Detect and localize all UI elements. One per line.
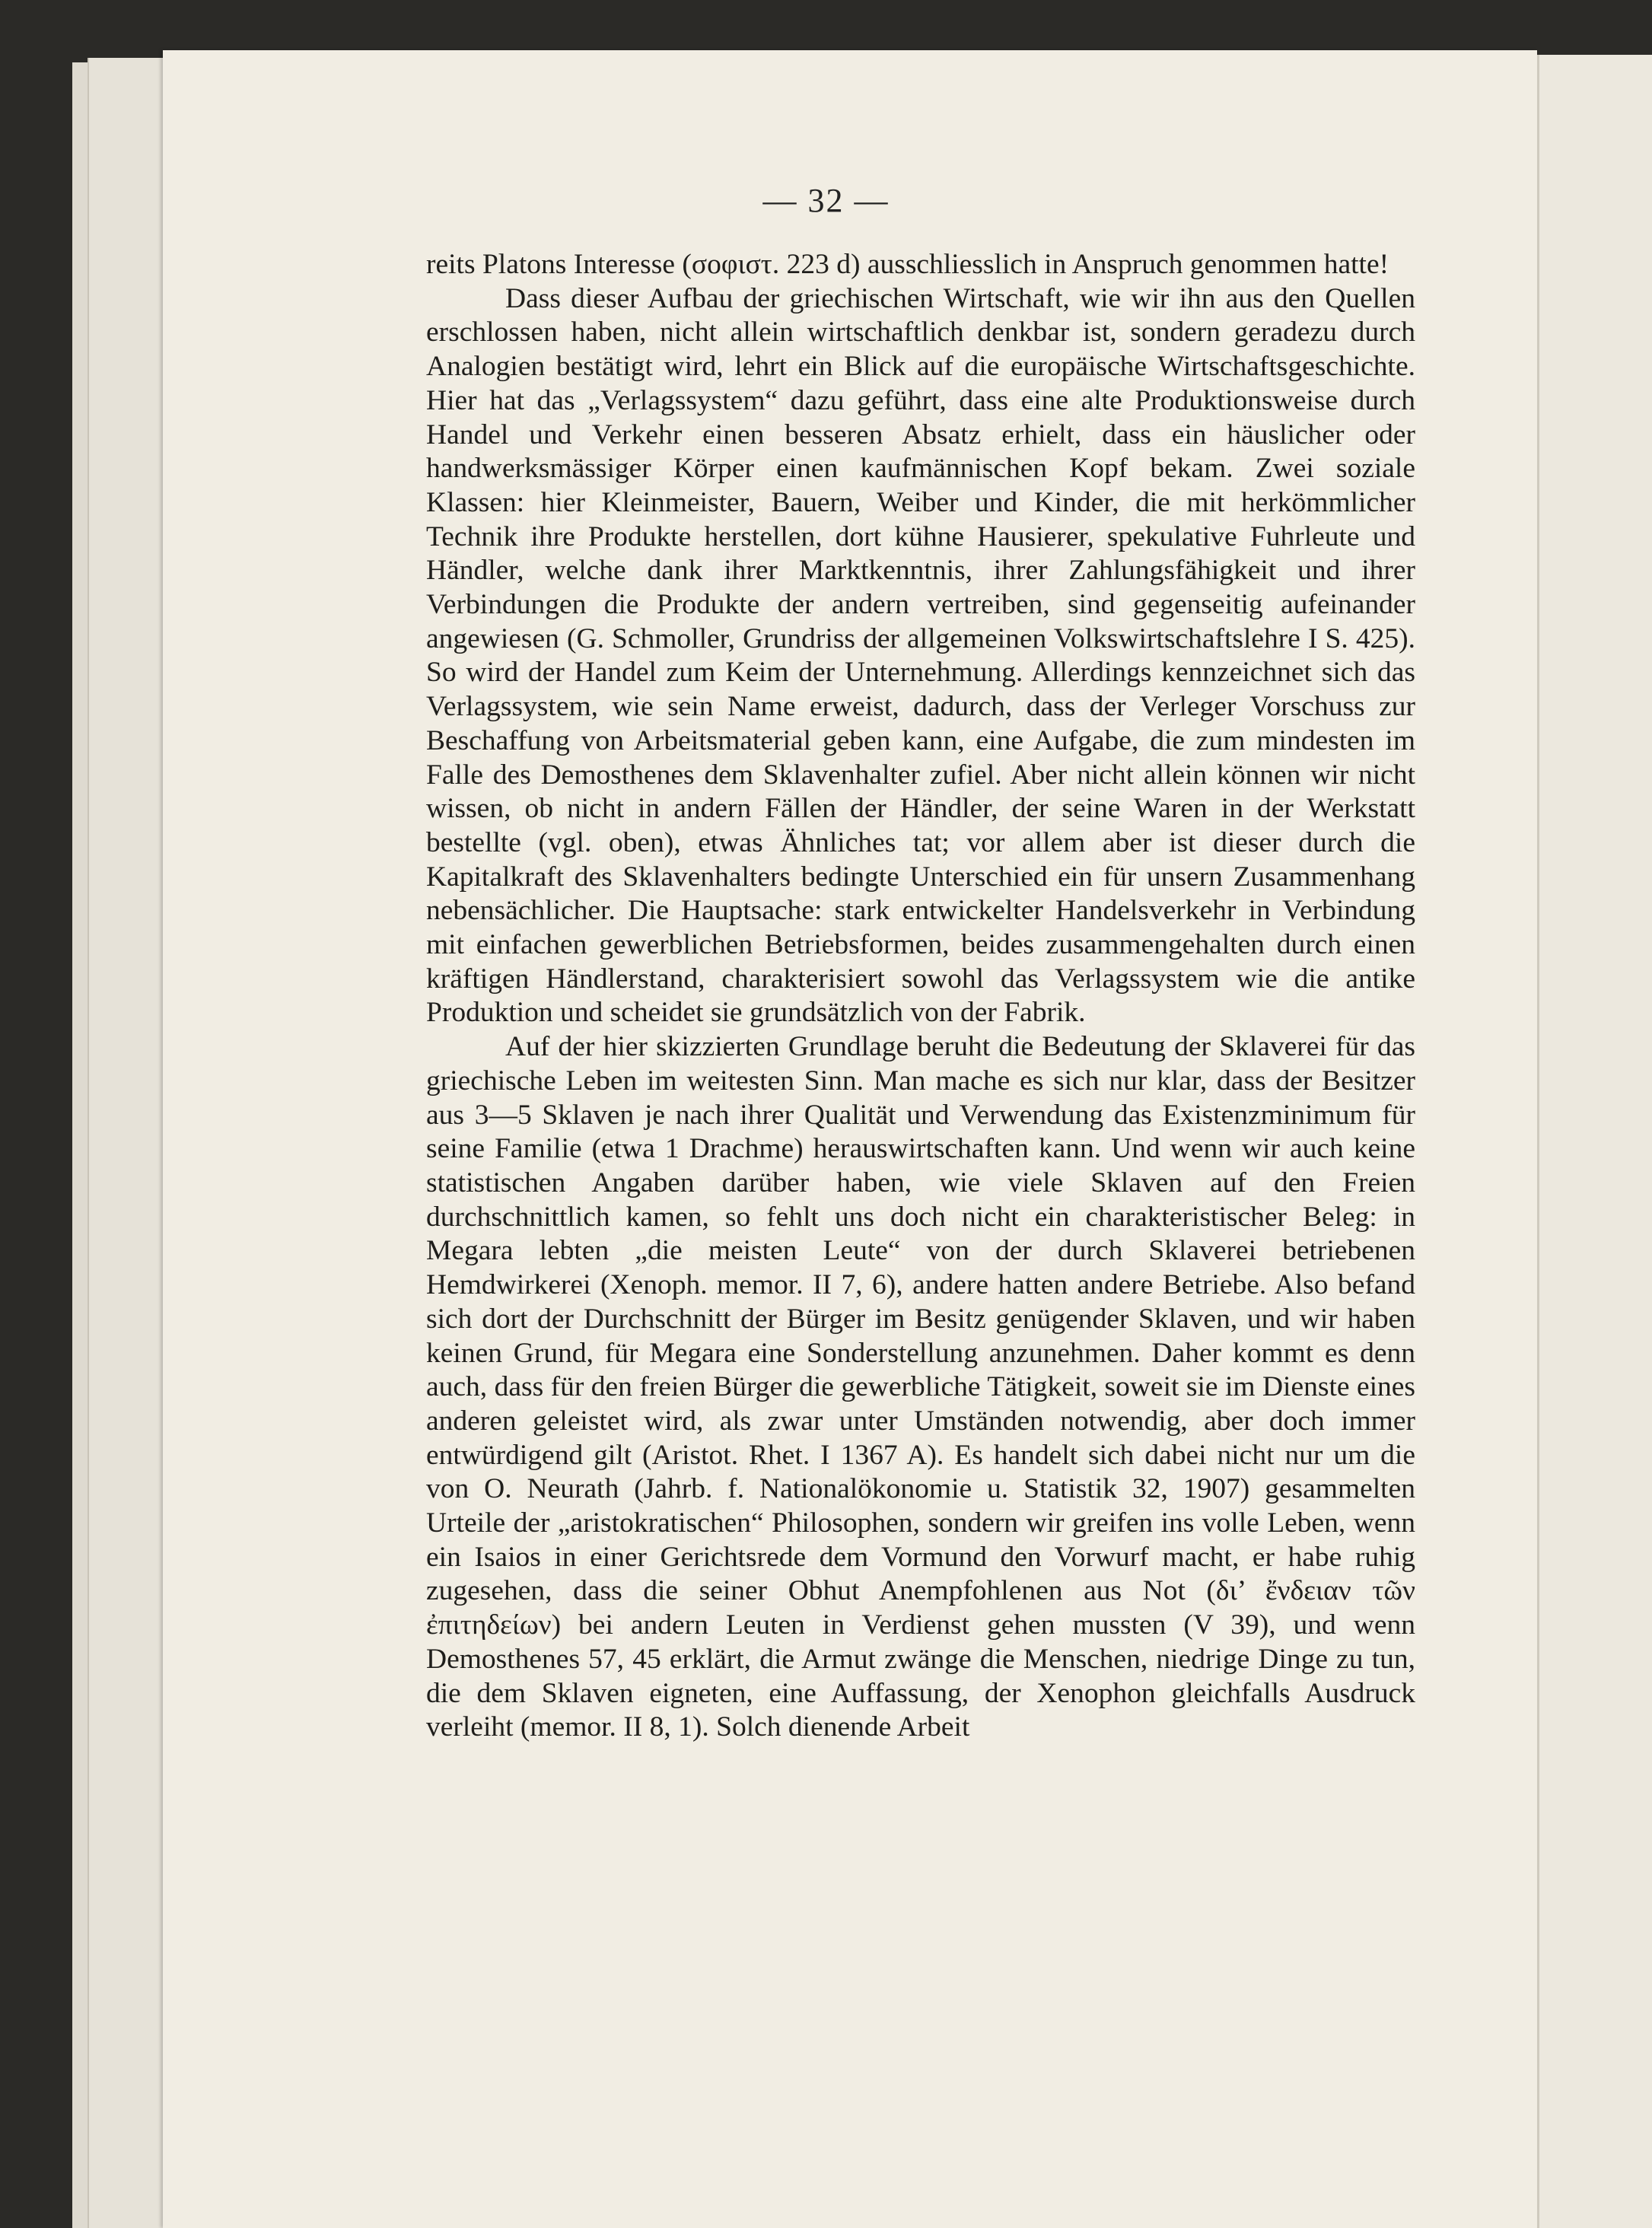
body-text: [426, 248, 1415, 1745]
paragraph-3: Auf der hier skizzierten Grundlage beruht die Bedeutung der Sklaverei für das griechische Leben im weitesten Sinn. Man mache es sich nur klar, dass der Besitzer aus 3—5 Sklaven je nach ihrer Qualität und Verwendung das Existenzminimum für seine Familie (etwa 1 Drachme) herauswirtschaften kann. Und wenn wir auch keine statistischen Angaben darüber haben, wie viele Sklaven auf den Freien durchschnittlich kamen, so fehlt uns doch nicht ein charakteristischer Beleg: in Megara lebten „die meisten Leute“ von der durch Sklaverei betriebenen Hemdwirkerei (Xenoph. memor. II 7, 6), andere hatten andere Betriebe. Also befand sich dort der Durchschnitt der Bürger im Besitz genügender Sklaven, und wir haben keinen Grund, für Megara eine Sonderstellung anzunehmen. Daher kommt es denn auch, dass für den freien Bürger die gewerbliche Tätigkeit, soweit sie im Dienste eines anderen geleistet wird, als zwar unter Umständen notwendig, aber doch immer entwürdigend gilt (Aristot. Rhet. I 1367 A). Es handelt sich dabei nicht nur um die von O. Neurath (Jahrb. f. Nationalökonomie u. Statistik 32, 1907) gesammelten Urteile der „aristokratischen“ Philosophen, sondern wir greifen ins volle Leben, wenn ein Isaios in einer Gerichtsrede dem Vormund den Vorwurf macht, er habe ruhig zugesehen, dass die seiner Obhut Anempfohlenen aus Not (δι’ ἔνδειαν τῶν ἐπιτηδείων) bei andern Leuten in Verdienst gehen mussten (V 39), und wenn Demosthenes 57, 45 erklärt, die Armut zwänge die Menschen, niedrige Dinge zu tun, die dem Sklaven eigneten, eine Auffassung, der Xenophon gleichfalls Ausdruck verleiht (memor. II 8, 1). Solch dienende Arbeit: [426, 1031, 1415, 1743]
facing-page-edge: [1537, 55, 1652, 2228]
paragraph-2: Dass dieser Aufbau der griechischen Wirtschaft, wie wir ihn aus den Quellen erschlossen haben, nicht allein wirtschaftlich denkbar ist, sondern geradezu durch Analogien bestätigt wird, lehrt ein Blick auf die europäische Wirtschaftsgeschichte. Hier hat das „Verlagssystem“ dazu geführt, dass eine alte Produktionsweise durch Handel und Verkehr einen besseren Absatz erhielt, dass ein häuslicher oder handwerksmässiger Körper einen kaufmännischen Kopf bekam. Zwei soziale Klassen: hier Kleinmeister, Bauern, Weiber und Kinder, die mit herkömmlicher Technik ihre Produkte herstellen, dort kühne Hausierer, spekulative Fuhrleute und Händler, welche dank ihrer Marktkenntnis, ihrer Zahlungsfähigkeit und ihrer Verbindungen die Produkte der andern vertreiben, sind gegenseitig aufeinander angewiesen (G. Schmoller, Grundriss der allgemeinen Volkswirtschaftslehre I S. 425). So wird der Handel zum Keim der Unternehmung. Allerdings kennzeichnet sich das Verlagssystem, wie sein Name erweist, dadurch, dass der Verleger Vorschuss zur Beschaffung von Arbeitsmaterial geben kann, eine Aufgabe, die zum mindesten im Falle des Demosthenes dem Sklavenhalter zufiel. Aber nicht allein können wir nicht wissen, ob nicht in andern Fällen der Händler, der seine Waren in der Werkstatt bestellte (vgl. oben), etwas Ähnliches tat; vor allem aber ist dieser durch die Kapitalkraft des Sklavenhalters bedingte Unterschied ein für unsern Zusammenhang nebensächlicher. Die Hauptsache: stark entwickelter Handelsverkehr in Verbindung mit einfachen gewerblichen Betriebsformen, beides zusammengehalten durch einen kräftigen Händlerstand, charakterisiert sowohl das Verlagssystem wie die antike Produktion und scheidet sie grundsätzlich von der Fabrik.: [426, 282, 1415, 1029]
paragraph-1: reits Platons Interesse (σοφιστ. 223 d) ausschliesslich in Anspruch genommen hatte!: [426, 249, 1389, 280]
page-number: — 32 —: [762, 182, 890, 219]
